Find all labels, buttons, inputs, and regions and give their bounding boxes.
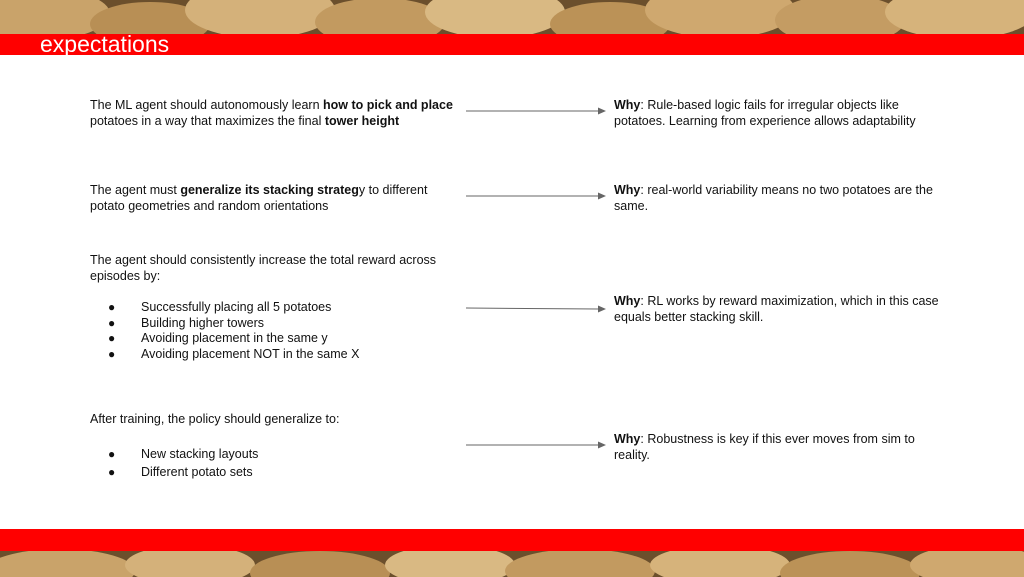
arrow-right-icon (466, 191, 606, 201)
arrow-right-icon (466, 106, 606, 116)
list-item (90, 300, 450, 316)
why-label: Why (614, 183, 641, 197)
generalization-list (90, 446, 450, 481)
bold-run: tower height (324, 114, 400, 128)
list-item (90, 446, 450, 464)
expectation-3-text (90, 252, 455, 284)
list-item (90, 331, 450, 347)
why-text: : Robustness is key if this ever moves from sim to reality. (614, 432, 915, 462)
text-run: potatoes in a way that maximizes the final (90, 114, 325, 128)
footer-bar (0, 529, 1024, 551)
text-run: The agent should consistently increase the total reward across episodes by: (90, 253, 437, 283)
text-run: After training, the policy should generalize to: (90, 412, 340, 426)
why-4 (614, 431, 944, 463)
list-item (90, 347, 450, 363)
potato-photo-band-bottom (0, 551, 1024, 577)
bullet-icon: ● (108, 315, 116, 330)
arrow-right-icon (466, 303, 606, 313)
bullet-icon: ● (108, 300, 116, 314)
list-item-text: Building higher towers (141, 315, 264, 330)
potato-photo-band-top (0, 0, 1024, 34)
expectation-4-text (90, 411, 460, 427)
slide-content (0, 55, 1024, 529)
why-label: Why (614, 98, 641, 112)
bullet-icon: ● (108, 331, 116, 345)
bullet-icon: ● (108, 447, 116, 461)
bold-run: generalize its stacking strateg (180, 183, 359, 197)
list-item-text: Different potato sets (141, 464, 253, 479)
list-item-text: Avoiding placement NOT in the same X (141, 346, 360, 361)
why-2 (614, 182, 944, 214)
text-run: y to different potato geometries and random orientations (90, 183, 428, 213)
why-label: Why (614, 432, 641, 446)
reward-criteria-list (90, 300, 450, 362)
why-label: Why (614, 294, 641, 308)
text-run: The ML agent should autonomously learn (90, 98, 324, 112)
slide-title: expectations (40, 31, 170, 57)
why-text: : real-world variability means no two potatoes are the same. (614, 183, 933, 213)
why-1 (614, 97, 944, 129)
list-item-text: Avoiding placement in the same y (141, 331, 328, 345)
expectation-1-text (90, 97, 460, 129)
bullet-icon: ● (108, 346, 116, 361)
why-3 (614, 293, 944, 325)
why-text: : Rule-based logic fails for irregular objects like potatoes. Learning from experience allows adaptability (614, 98, 916, 128)
list-item-text: Successfully placing all 5 potatoes (141, 300, 332, 314)
arrow-right-icon (466, 440, 606, 450)
expectation-2-text (90, 182, 460, 214)
list-item (90, 316, 450, 332)
why-text: : RL works by reward maximization, which in this case equals better stacking skill. (614, 294, 939, 324)
list-item (90, 464, 450, 482)
bold-run: how to pick and place (323, 98, 453, 112)
bullet-icon: ● (108, 464, 116, 479)
list-item-text: New stacking layouts (141, 447, 259, 461)
text-run: The agent must (90, 183, 181, 197)
